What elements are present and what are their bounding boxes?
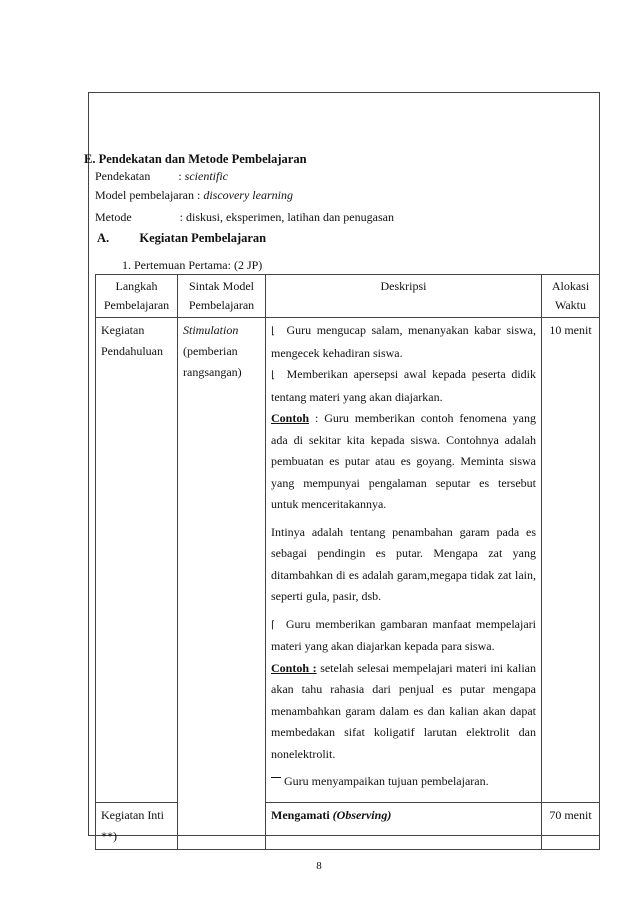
header-allocation: Alokasi Waktu [542, 275, 600, 318]
approach-value: scientific [184, 169, 228, 183]
bullet-icon: ⌊ [271, 326, 275, 337]
meeting-label: 1. Pertemuan Pertama: (2 JP) [122, 258, 263, 272]
example1-label: Contoh [271, 411, 310, 425]
model-value: discovery learning [203, 188, 293, 202]
row2-step: Kegiatan Inti **) [96, 802, 178, 849]
activities-letter: A. [97, 231, 110, 245]
model-sep: : [196, 188, 201, 202]
table-row [96, 802, 600, 849]
bullet-icon: ⌈ [271, 619, 275, 631]
lesson-table [95, 274, 600, 850]
activities-heading [97, 231, 266, 246]
model-row [95, 188, 293, 203]
example1-text: : Guru memberikan contoh fenomena yang ada di sekitar kita kepada siswa. Contohnya adalah pembuatan es putar atau es goyang. Meminta siswa yang mempunyai pengalaman seputar es tersebut untuk menceritakannya. [271, 411, 536, 511]
method-sep: : [179, 210, 183, 224]
row1-allocation: 10 menit [542, 318, 600, 803]
observing-english: (Observing) [332, 807, 392, 822]
bullet-apperception: Memberikan apersepsi awal kepada peserta didik tentang materi yang akan diajarkan. [271, 367, 536, 404]
section-title: E. Pendekatan dan Metode Pembelajaran [84, 152, 307, 166]
header-description: Deskripsi [266, 275, 542, 318]
bullet-benefit: Guru memberikan gambaran manfaat mempelajari materi yang akan diajarkan kepada para siswa. [271, 616, 537, 653]
activities-title: Kegiatan Pembelajaran [139, 231, 267, 245]
row1-step: Kegiatan Pendahuluan [96, 318, 178, 803]
model-label: Model pembelajaran [95, 188, 194, 202]
approach-sep: : [178, 169, 182, 183]
bullet-icon: ⎺ [271, 777, 281, 788]
row2-allocation: 70 menit [542, 802, 600, 849]
bullet-icon: ⌊ [271, 370, 275, 381]
approach-row [95, 169, 228, 184]
row2-description [266, 802, 542, 849]
header-syntax: Sintak Model Pembelajaran [178, 275, 266, 318]
row1-syntax: Stimulation (pemberian rangsangan) [178, 318, 266, 850]
header-step: Langkah Pembelajaran [96, 275, 178, 318]
row1-description [266, 318, 542, 803]
table-header-row [96, 275, 600, 318]
page-number: 8 [316, 860, 322, 872]
example2-text: setelah selesai mempelajari materi ini kalian akan tahu rahasia dari penjual es putar mengapa menambahkan garam dalam es dan kalian akan dapat membedakan sifat koligatif larutan elektrolit dan nonelektrolit. [271, 660, 537, 761]
approach-label: Pendekatan [95, 169, 151, 183]
bullet-greeting: Guru mengucap salam, menanyakan kabar siswa, mengecek kehadiran siswa. [271, 323, 536, 360]
method-label: Metode [95, 210, 132, 224]
method-row [95, 210, 394, 225]
core-text: Intinya adalah tentang penambahan garam pada es sebagai pendingin es putar. Mengapa zat yang ditambahkan di es adalah garam,megapa tidak zat lain, seperti gula, pasir, dsb. [271, 524, 536, 603]
observing-label: Mengamati [271, 807, 330, 822]
method-value: diskusi, eksperimen, latihan dan penugasan [186, 210, 394, 224]
bullet-objective: Guru menyampaikan tujuan pembelajaran. [284, 774, 489, 788]
table-row [96, 318, 600, 803]
example2-label: Contoh : [271, 660, 317, 675]
